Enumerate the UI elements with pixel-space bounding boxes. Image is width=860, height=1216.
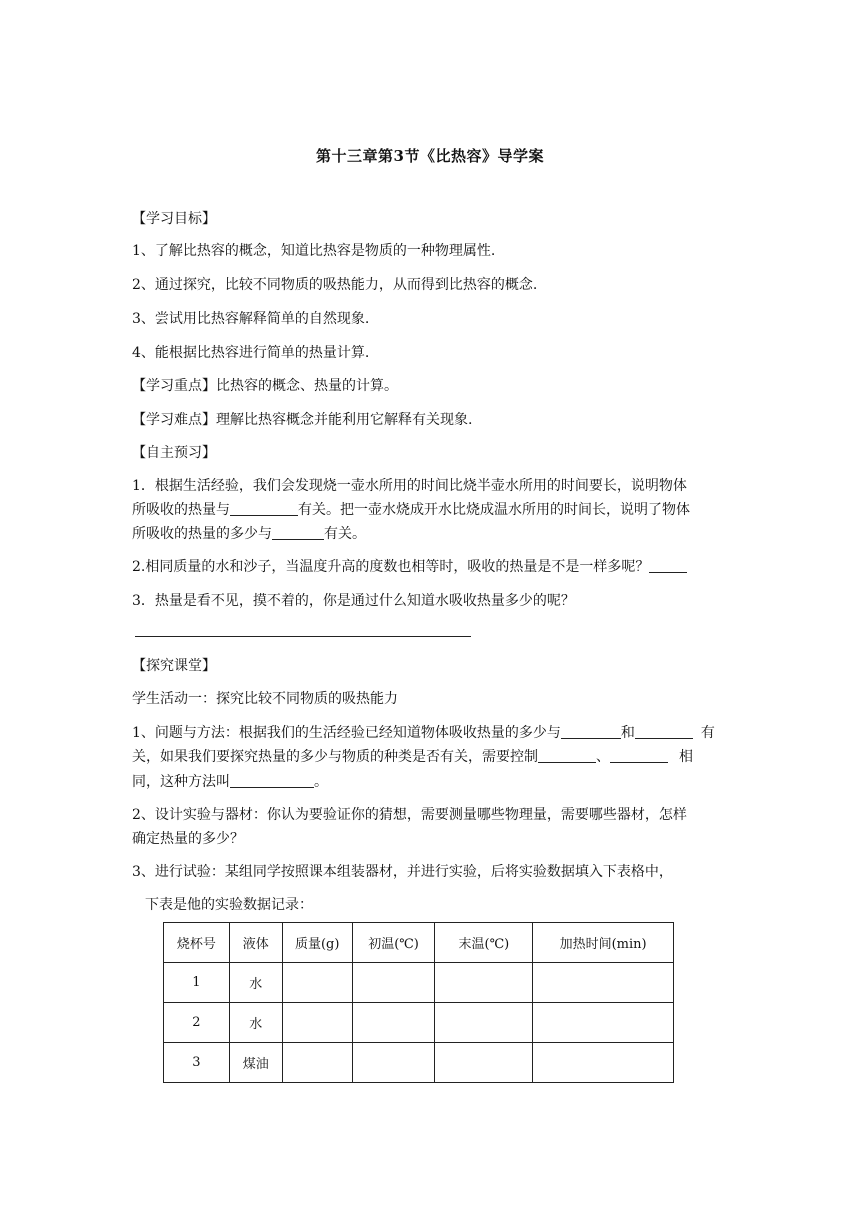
answer-line[interactable]	[135, 636, 471, 637]
preview-q2-text: 2.相同质量的水和沙子，当温度升高的度数也相等时，吸收的热量是不是一样多呢？	[132, 559, 650, 575]
goal-item-1: 1、了解比热容的概念，知道比热容是物质的一种物理属性.	[132, 243, 496, 259]
preview-q1-text-b: 有关。把一壶水烧成开水比烧成温水所用的时间长，说明了物体	[298, 502, 690, 518]
cell-beaker-no: 2	[164, 1003, 230, 1043]
cell-mass[interactable]	[282, 1003, 352, 1043]
cell-initial-temp[interactable]	[352, 963, 435, 1003]
explore-s3: 3、进行试验：某组同学按照课本组装器材，并进行实验，后将实验数据填入下表格中，	[132, 864, 673, 880]
cell-initial-temp[interactable]	[352, 1043, 435, 1083]
preview-q1-line2	[132, 500, 732, 520]
header-mass: 质量(g)	[282, 923, 352, 963]
explore-s1-line3	[132, 772, 732, 792]
preview-q1-text-c: 所吸收的热量的多少与	[132, 526, 272, 542]
goal-item-3: 3、尝试用比热容解释简单的自然现象.	[132, 311, 370, 327]
preview-q1-line1: 1．根据生活经验，我们会发现烧一壶水所用的时间比烧半壶水所用的时间要长，说明物体	[132, 478, 687, 494]
goal-item-4: 4、能根据比热容进行简单的热量计算.	[132, 345, 370, 361]
activity-title: 学生活动一：探究比较不同物质的吸热能力	[132, 691, 398, 707]
header-beaker-no: 烧杯号	[164, 923, 230, 963]
explore-s1-and: 和	[620, 725, 635, 741]
preview-heading: 【自主预习】	[132, 445, 216, 461]
cell-final-temp[interactable]	[435, 963, 533, 1003]
table-row	[164, 1003, 674, 1043]
table-intro: 下表是他的实验数据记录：	[145, 897, 313, 913]
cell-liquid: 水	[229, 963, 282, 1003]
goals-heading: 【学习目标】	[132, 211, 216, 227]
cell-beaker-no: 3	[164, 1043, 230, 1083]
answer-blank[interactable]	[272, 525, 324, 540]
answer-blank[interactable]	[649, 558, 687, 573]
cell-mass[interactable]	[282, 963, 352, 1003]
header-liquid: 液体	[229, 923, 282, 963]
explore-s1-text-e: 同，这种方法叫	[132, 774, 230, 790]
explore-heading: 【探究课堂】	[132, 658, 216, 674]
cell-heating-time[interactable]	[533, 963, 674, 1003]
answer-blank[interactable]	[230, 501, 298, 516]
explore-s1-text-d: 相	[679, 749, 693, 765]
key-point: 【学习重点】比热容的概念、热量的计算。	[132, 378, 398, 394]
answer-blank[interactable]	[610, 748, 668, 763]
cell-liquid: 煤油	[229, 1043, 282, 1083]
answer-blank[interactable]	[230, 773, 314, 788]
cell-mass[interactable]	[282, 1043, 352, 1083]
difficulty: 【学习难点】理解比热容概念并能利用它解释有关现象.	[132, 412, 473, 428]
table-header-row	[164, 923, 674, 963]
explore-s2-line1: 2、设计实验与器材：你认为要验证你的猜想，需要测量哪些物理量，需要哪些器材，怎样	[132, 807, 687, 823]
page-title: 第十三章第3节《比热容》导学案	[316, 147, 544, 165]
cell-final-temp[interactable]	[435, 1003, 533, 1043]
preview-q1-text-a: 所吸收的热量与	[132, 502, 230, 518]
preview-q3: 3．热量是看不见，摸不着的，你是通过什么知道水吸收热量多少的呢？	[132, 593, 575, 609]
goal-item-2: 2、通过探究，比较不同物质的吸热能力，从而得到比热容的概念.	[132, 277, 538, 293]
cell-initial-temp[interactable]	[352, 1003, 435, 1043]
explore-s1-line2	[132, 747, 732, 767]
explore-s1-text-a: 1、问题与方法：根据我们的生活经验已经知道物体吸收热量的多少与	[132, 725, 561, 741]
cell-heating-time[interactable]	[533, 1003, 674, 1043]
answer-blank[interactable]	[635, 724, 693, 739]
explore-s1-text-f: 。	[314, 774, 328, 790]
cell-liquid: 水	[229, 1003, 282, 1043]
preview-q1-line3	[132, 524, 732, 544]
explore-s2-line2: 确定热量的多少？	[132, 831, 244, 847]
preview-q2	[132, 557, 732, 577]
preview-q1-text-d: 有关。	[324, 526, 366, 542]
explore-s1-sep: 、	[596, 749, 610, 765]
explore-s1-line1	[132, 723, 732, 743]
experiment-data-table	[163, 922, 674, 1083]
answer-blank[interactable]	[538, 748, 596, 763]
header-initial-temp: 初温(℃)	[352, 923, 435, 963]
header-final-temp: 末温(℃)	[435, 923, 533, 963]
explore-s1-text-b: 有	[700, 725, 715, 741]
answer-blank[interactable]	[561, 724, 621, 739]
cell-beaker-no: 1	[164, 963, 230, 1003]
table-row	[164, 963, 674, 1003]
table-row	[164, 1043, 674, 1083]
cell-final-temp[interactable]	[435, 1043, 533, 1083]
explore-s1-text-c: 关，如果我们要探究热量的多少与物质的种类是否有关，需要控制	[132, 749, 538, 765]
cell-heating-time[interactable]	[533, 1043, 674, 1083]
header-heating-time: 加热时间(min)	[533, 923, 674, 963]
